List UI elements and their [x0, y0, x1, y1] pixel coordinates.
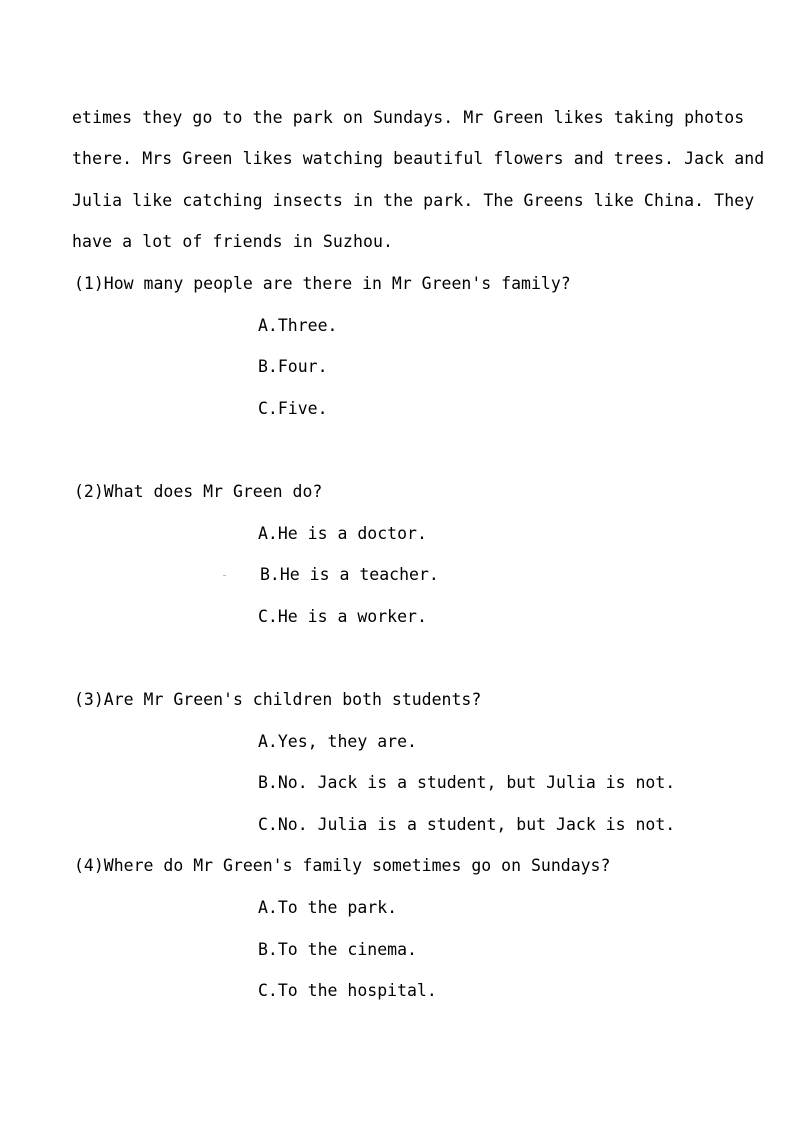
answer-option: B.Four. — [258, 357, 328, 376]
passage-line: there. Mrs Green likes watching beautiful flowers and trees. Jack and — [72, 149, 765, 168]
answer-option: A.He is a doctor. — [258, 524, 427, 543]
answer-option: B.No. Jack is a student, but Julia is not. — [258, 773, 676, 792]
answer-option: A.Three. — [258, 316, 338, 335]
passage-line: have a lot of friends in Suzhou. — [72, 232, 394, 251]
answer-option: C.No. Julia is a student, but Jack is not. — [258, 815, 676, 834]
answer-option: C.He is a worker. — [258, 607, 427, 626]
answer-option: B.To the cinema. — [258, 940, 417, 959]
answer-option: A.Yes, they are. — [258, 732, 417, 751]
question-stem: (4)Where do Mr Green's family sometimes go on Sundays? — [74, 856, 611, 875]
question-stem: (1)How many people are there in Mr Green's family? — [74, 274, 571, 293]
stray-mark: - — [221, 568, 229, 582]
answer-option: C.Five. — [258, 399, 328, 418]
answer-option: B.He is a teacher. — [260, 565, 439, 584]
passage-line: Julia like catching insects in the park. The Greens like China. They — [72, 191, 755, 210]
answer-option: A.To the park. — [258, 898, 398, 917]
passage-line: etimes they go to the park on Sundays. Mr Green likes taking photos — [72, 108, 745, 127]
question-stem: (2)What does Mr Green do? — [74, 482, 323, 501]
answer-option: C.To the hospital. — [258, 981, 437, 1000]
question-stem: (3)Are Mr Green's children both students? — [74, 690, 482, 709]
